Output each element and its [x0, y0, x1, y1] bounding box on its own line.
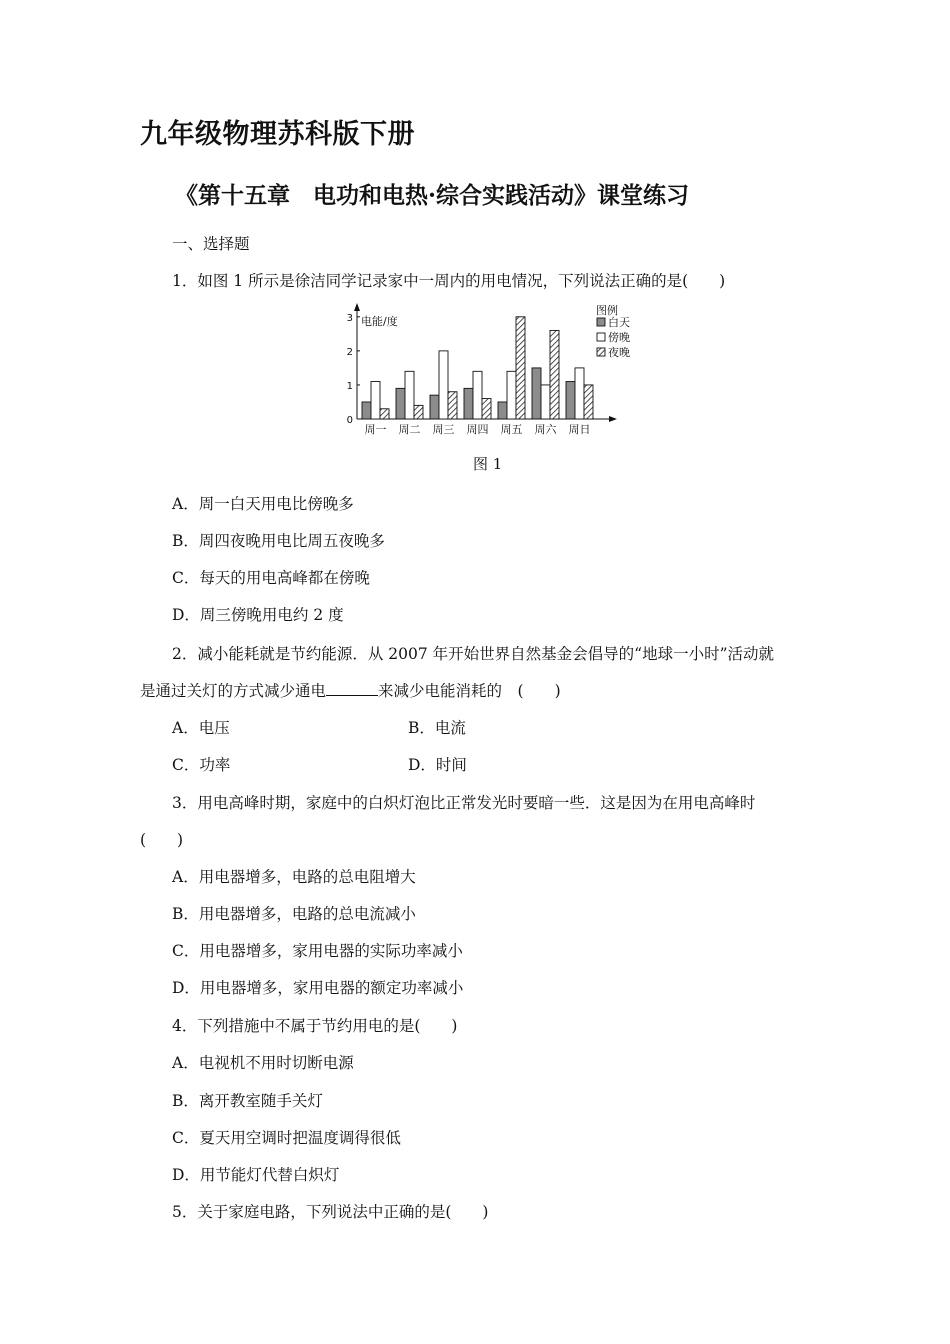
bar-傍晚-周五 — [507, 371, 516, 419]
q2-option-b: B．电流 — [408, 719, 466, 737]
x-tick-label: 周五 — [500, 423, 523, 436]
bar-傍晚-周日 — [575, 368, 584, 419]
chart-bars — [362, 317, 593, 436]
q3-stem-line2: ( ) — [140, 831, 184, 849]
energy-usage-bar-chart — [330, 296, 630, 441]
q3-option-a: A．用电器增多，电路的总电阻增大 — [172, 868, 416, 886]
x-tick-label: 周六 — [534, 423, 557, 436]
bar-白天-周五 — [498, 402, 507, 419]
legend-swatch-傍晚 — [597, 333, 605, 341]
legend-swatch-白天 — [597, 318, 605, 326]
q2-stem-line1: 2．减小能耗就是节约能源．从 2007 年开始世界自然基金会倡导的“地球一小时”活动就 — [172, 645, 775, 663]
document-subtitle: 《第十五章 电功和电热·综合实践活动》课堂练习 — [175, 182, 690, 209]
q5-stem: 5．关于家庭电路，下列说法中正确的是( ) — [172, 1203, 489, 1221]
bar-夜晚-周二 — [414, 405, 423, 419]
figure-caption: 图 1 — [473, 455, 503, 473]
x-tick-label: 周日 — [568, 423, 591, 436]
q1-stem: 1．如图 1 所示是徐洁同学记录家中一周内的用电情况，下列说法正确的是( ) — [172, 272, 726, 290]
q1-option-a: A．周一白天用电比傍晚多 — [172, 495, 354, 513]
chart-legend — [596, 303, 630, 359]
section-heading: 一、选择题 — [172, 235, 250, 253]
q1-option-c: C．每天的用电高峰都在傍晚 — [172, 569, 370, 587]
bar-白天-周三 — [430, 395, 439, 419]
bar-傍晚-周四 — [473, 371, 482, 419]
y-tick-label: 0 — [346, 415, 353, 426]
bar-白天-周一 — [362, 402, 371, 419]
q2-stem-post: 来减少电能消耗的 ( ) — [378, 682, 561, 700]
q3-option-d: D．用电器增多，家用电器的额定功率减小 — [172, 979, 464, 997]
q4-option-d: D．用节能灯代替白炽灯 — [172, 1166, 340, 1184]
bar-白天-周六 — [532, 368, 541, 419]
bar-白天-周日 — [566, 382, 575, 419]
q2-option-d: D．时间 — [408, 756, 467, 774]
legend-label-白天: 白天 — [608, 316, 630, 329]
bar-夜晚-周五 — [516, 317, 525, 419]
bar-白天-周二 — [396, 388, 405, 419]
q2-option-a: A．电压 — [172, 719, 230, 737]
x-tick-label: 周三 — [432, 423, 455, 436]
x-tick-label: 周一 — [364, 423, 387, 436]
q1-option-d: D．周三傍晚用电约 2 度 — [172, 606, 344, 624]
bar-白天-周四 — [464, 388, 473, 419]
q2-stem-line2 — [140, 679, 561, 701]
q4-option-b: B．离开教室随手关灯 — [172, 1092, 323, 1110]
y-axis-arrow — [354, 303, 360, 311]
q2-stem-pre: 是通过关灯的方式减少通电 — [140, 682, 327, 700]
bar-傍晚-周六 — [541, 385, 550, 419]
bar-夜晚-周一 — [380, 409, 389, 419]
document-title: 九年级物理苏科版下册 — [140, 119, 415, 150]
q1-option-b: B．周四夜晚用电比周五夜晚多 — [172, 532, 385, 550]
q3-stem-line1: 3．用电高峰时期，家庭中的白炽灯泡比正常发光时要暗一些．这是因为在用电高峰时 — [172, 794, 756, 812]
answer-blank — [326, 681, 378, 696]
x-tick-label: 周二 — [398, 423, 421, 436]
y-tick-label: 3 — [346, 312, 353, 324]
q4-option-a: A．电视机不用时切断电源 — [172, 1054, 354, 1072]
bar-夜晚-周六 — [550, 330, 559, 419]
q4-stem: 4．下列措施中不属于节约用电的是( ) — [172, 1017, 458, 1035]
y-tick-label: 1 — [346, 380, 353, 392]
x-tick-label: 周四 — [466, 423, 489, 436]
bar-傍晚-周三 — [439, 351, 448, 419]
legend-title: 图例 — [596, 304, 618, 317]
y-tick-label: 2 — [346, 346, 353, 358]
bar-夜晚-周日 — [584, 385, 593, 419]
bar-夜晚-周四 — [482, 399, 491, 419]
y-axis-label: 电能/度 — [361, 315, 398, 328]
legend-label-傍晚: 傍晚 — [608, 331, 630, 344]
legend-label-夜晚: 夜晚 — [608, 346, 630, 359]
bar-傍晚-周二 — [405, 371, 414, 419]
x-axis-arrow — [609, 416, 617, 422]
q4-option-c: C．夏天用空调时把温度调得很低 — [172, 1129, 401, 1147]
q3-option-b: B．用电器增多，电路的总电流减小 — [172, 905, 416, 923]
bar-傍晚-周一 — [371, 382, 380, 419]
q3-option-c: C．用电器增多，家用电器的实际功率减小 — [172, 942, 463, 960]
legend-swatch-夜晚 — [597, 348, 605, 356]
bar-夜晚-周三 — [448, 392, 457, 419]
q2-option-c: C．功率 — [172, 756, 231, 774]
